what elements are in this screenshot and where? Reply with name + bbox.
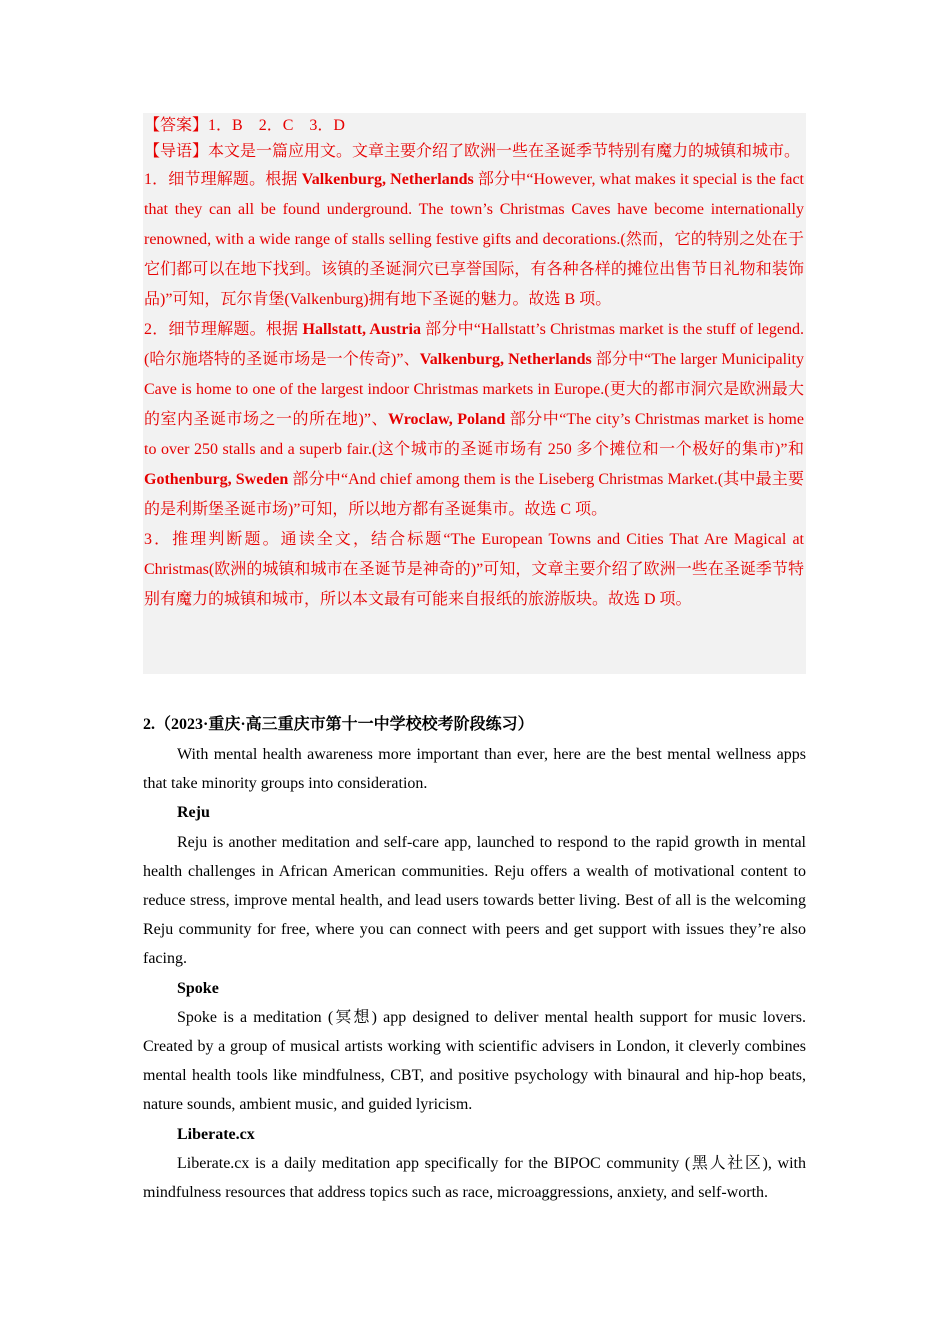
answer-text: 1．B 2．C 3．D <box>208 117 345 134</box>
q1-explanation: 1．细节理解题。根据 Valkenburg, Netherlands 部分中“However, what makes it special is the fact that they can all be found underground. The town’s Christmas Caves have become internationally renowned, with a wide range of stalls selling festive gifts and decorations.(然而，它的特别之处在于它们都可以在地下找到。该镇的圣诞洞穴已享誉国际，有各种各样的摊位出售节日礼物和装饰品)”可知，瓦尔肯堡(Valkenburg)拥有地下圣诞的魅力。故选 B 项。 <box>144 171 804 308</box>
answer-explanation-box <box>143 113 806 674</box>
app-title-liberate: Liberate.cx <box>177 1125 255 1143</box>
app-title-reju: Reju <box>177 804 210 822</box>
answer-line <box>144 113 804 139</box>
location-name: Valkenburg, Netherlands <box>419 351 592 368</box>
location-name: Valkenburg, Netherlands <box>301 171 474 188</box>
answer-label: 【答案】 <box>144 117 209 134</box>
location-name: Hallstatt, Austria <box>302 321 421 338</box>
app-text-spoke: Spoke is a meditation (冥想) app designed to deliver mental health support for music lovers. Created by a group of musical artists working with scientific advisers in London, it cleverly combines mental health tools like mindfulness, CBT, and positive psychology with binaural and hip-hop beats, nature sounds, ambient music, and guided lyricism. <box>143 1008 806 1114</box>
guide-line <box>144 139 804 165</box>
passage-intro: With mental health awareness more important than ever, here are the best mental wellness apps that take minority groups into consideration. <box>143 746 806 793</box>
q3-explanation: 3．推理判断题。通读全文，结合标题“The European Towns and Cities That Are Magical at Christmas(欧洲的城镇和城市在圣诞节是神奇的)”可知，文章主要介绍了欧洲一些在圣诞季节特别有魔力的城镇和城市，所以本文最有可能来自报纸的旅游版块。故选 D 项。 <box>144 531 804 608</box>
question-heading: 2.（2023·重庆·高三重庆市第十一中学校校考阶段练习） <box>143 716 534 733</box>
app-text-reju: Reju is another meditation and self-care app, launched to respond to the rapid growth in mental health challenges in African American communities. Reju offers a wealth of motivational content to reduce stress, improve mental health, and lead users towards better living. Best of all is the welcoming Reju community for free, where you can connect with peers and get support with issues they’re also facing. <box>143 833 806 968</box>
location-name: Gothenburg, Sweden <box>144 471 289 488</box>
reading-passage <box>143 740 806 1207</box>
q2-explanation: 2．细节理解题。根据 Hallstatt, Austria 部分中“Hallstatt’s Christmas market is the stuff of legend.(哈尔施塔特的圣诞市场是一个传奇)”、Valkenburg, Netherlands 部分中“The larger Municipality Cave is home to one of the largest indoor Christmas markets in Europe.(更大的都市洞穴是欧洲最大的室内圣诞市场之一的所在地)”、Wroclaw, Poland 部分中“The city’s Christmas market is home to over 250 stalls and a superb fair.(这个城市的圣诞市场有 250 多个摊位和一个极好的集市)”和 Gothenburg, Sweden 部分中“And chief among them is the Liseberg Christmas Market.(其中最主要的是利斯堡圣诞市场)”可知，所以地方都有圣诞集市。故选 C 项。 <box>144 321 804 518</box>
guide-label: 【导语】 <box>144 143 209 160</box>
app-text-liberate: Liberate.cx is a daily meditation app specifically for the BIPOC community (黑人社区), with mindfulness resources that address topics such as race, microaggressions, anxiety, and self-worth. <box>143 1154 806 1202</box>
guide-text: 本文是一篇应用文。文章主要介绍了欧洲一些在圣诞季节特别有魔力的城镇和城市。 <box>208 143 801 160</box>
app-title-spoke: Spoke <box>177 979 219 997</box>
location-name: Wroclaw, Poland <box>388 411 506 428</box>
